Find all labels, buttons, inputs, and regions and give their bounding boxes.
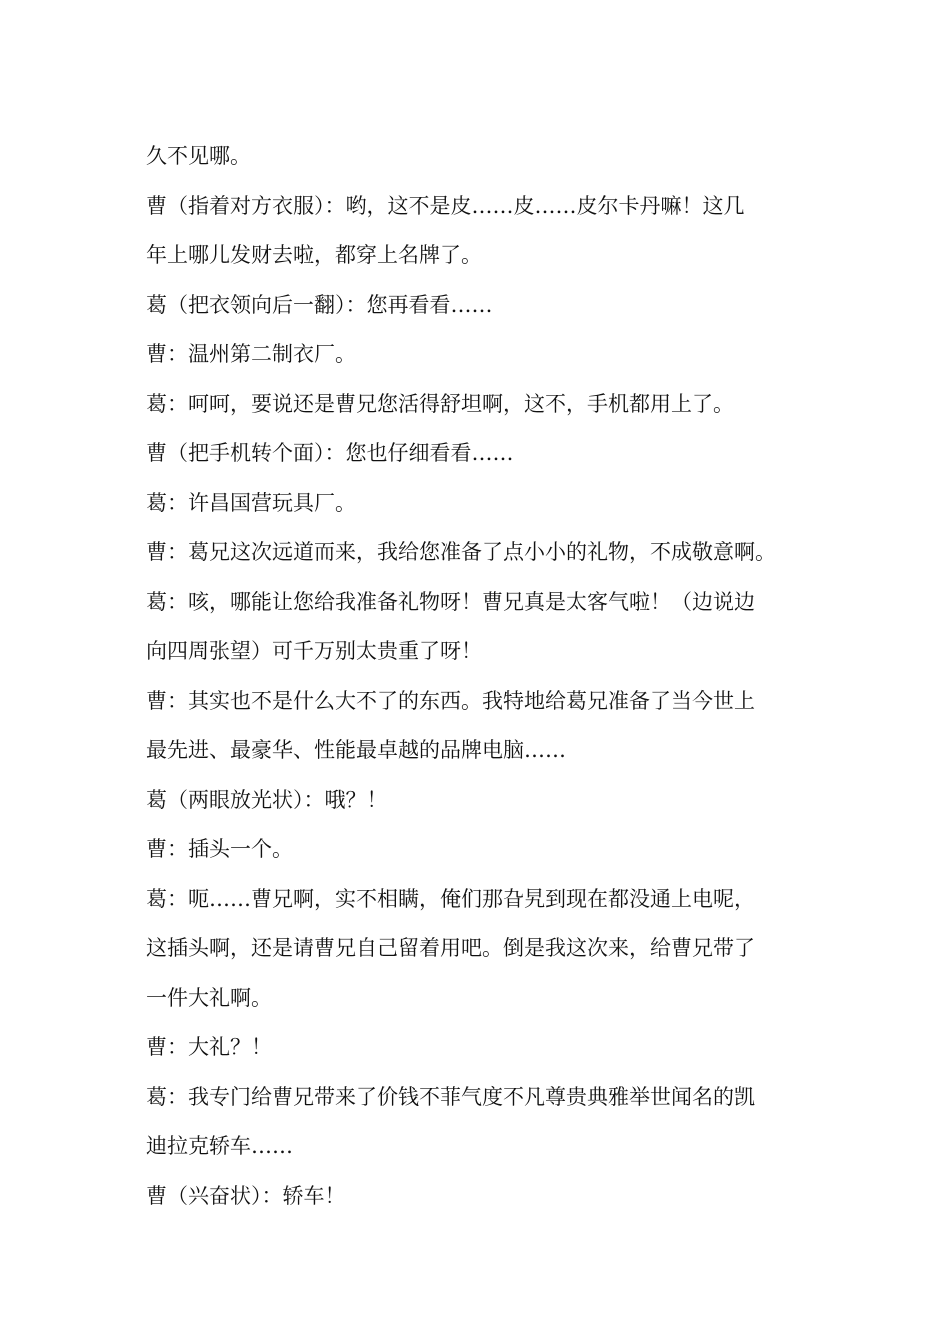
text-line: 曹：插头一个。 (146, 837, 293, 861)
text-line: 葛：咳，哪能让您给我准备礼物呀！曹兄真是太客气啦！（边说边 (146, 589, 755, 614)
text-line: 葛：我专门给曹兄带来了价钱不菲气度不凡尊贵典雅举世闻名的凯 (146, 1084, 755, 1109)
text-line: 这插头啊，还是请曹兄自己留着用吧。倒是我这次来，给曹兄带了 (146, 936, 755, 960)
text-line: 曹（指着对方衣服）：哟，这不是皮……皮……皮尔卡丹嘛！这几 (146, 193, 745, 218)
text-line: 葛：呵呵，要说还是曹兄您活得舒坦啊，这不，手机都用上了。 (146, 391, 734, 416)
text-line: 迪拉克轿车…… (146, 1134, 293, 1158)
text-line: 葛（两眼放光状）：哦？！ (146, 787, 388, 812)
text-line: 葛（把衣领向后一翻）：您再看看…… (146, 292, 493, 317)
text-line: 葛：许昌国营玩具厂。 (146, 490, 356, 515)
text-line: 曹：其实也不是什么大不了的东西。我特地给葛兄准备了当今世上 (146, 688, 755, 713)
text-line: 葛：呃……曹兄啊，实不相瞒，俺们那旮旯到现在都没通上电呢， (146, 886, 755, 911)
text-line: 向四周张望）可千万别太贵重了呀！ (146, 639, 482, 663)
text-line: 曹：大礼？！ (146, 1035, 272, 1059)
text-line: 曹：温州第二制衣厂。 (146, 342, 356, 366)
dialogue-text (146, 132, 811, 1221)
text-line: 曹（兴奋状）：轿车！ (146, 1183, 346, 1208)
text-line: 曹：葛兄这次远道而来，我给您准备了点小小的礼物，不成敬意啊。 (146, 540, 776, 564)
text-line: 一件大礼啊。 (146, 985, 272, 1010)
text-line: 最先进、最豪华、性能最卓越的品牌电脑…… (146, 738, 566, 762)
text-line: 久不见哪。 (146, 144, 251, 168)
text-line: 曹（把手机转个面）：您也仔细看看…… (146, 441, 514, 465)
text-line: 年上哪儿发财去啦，都穿上名牌了。 (146, 243, 482, 267)
